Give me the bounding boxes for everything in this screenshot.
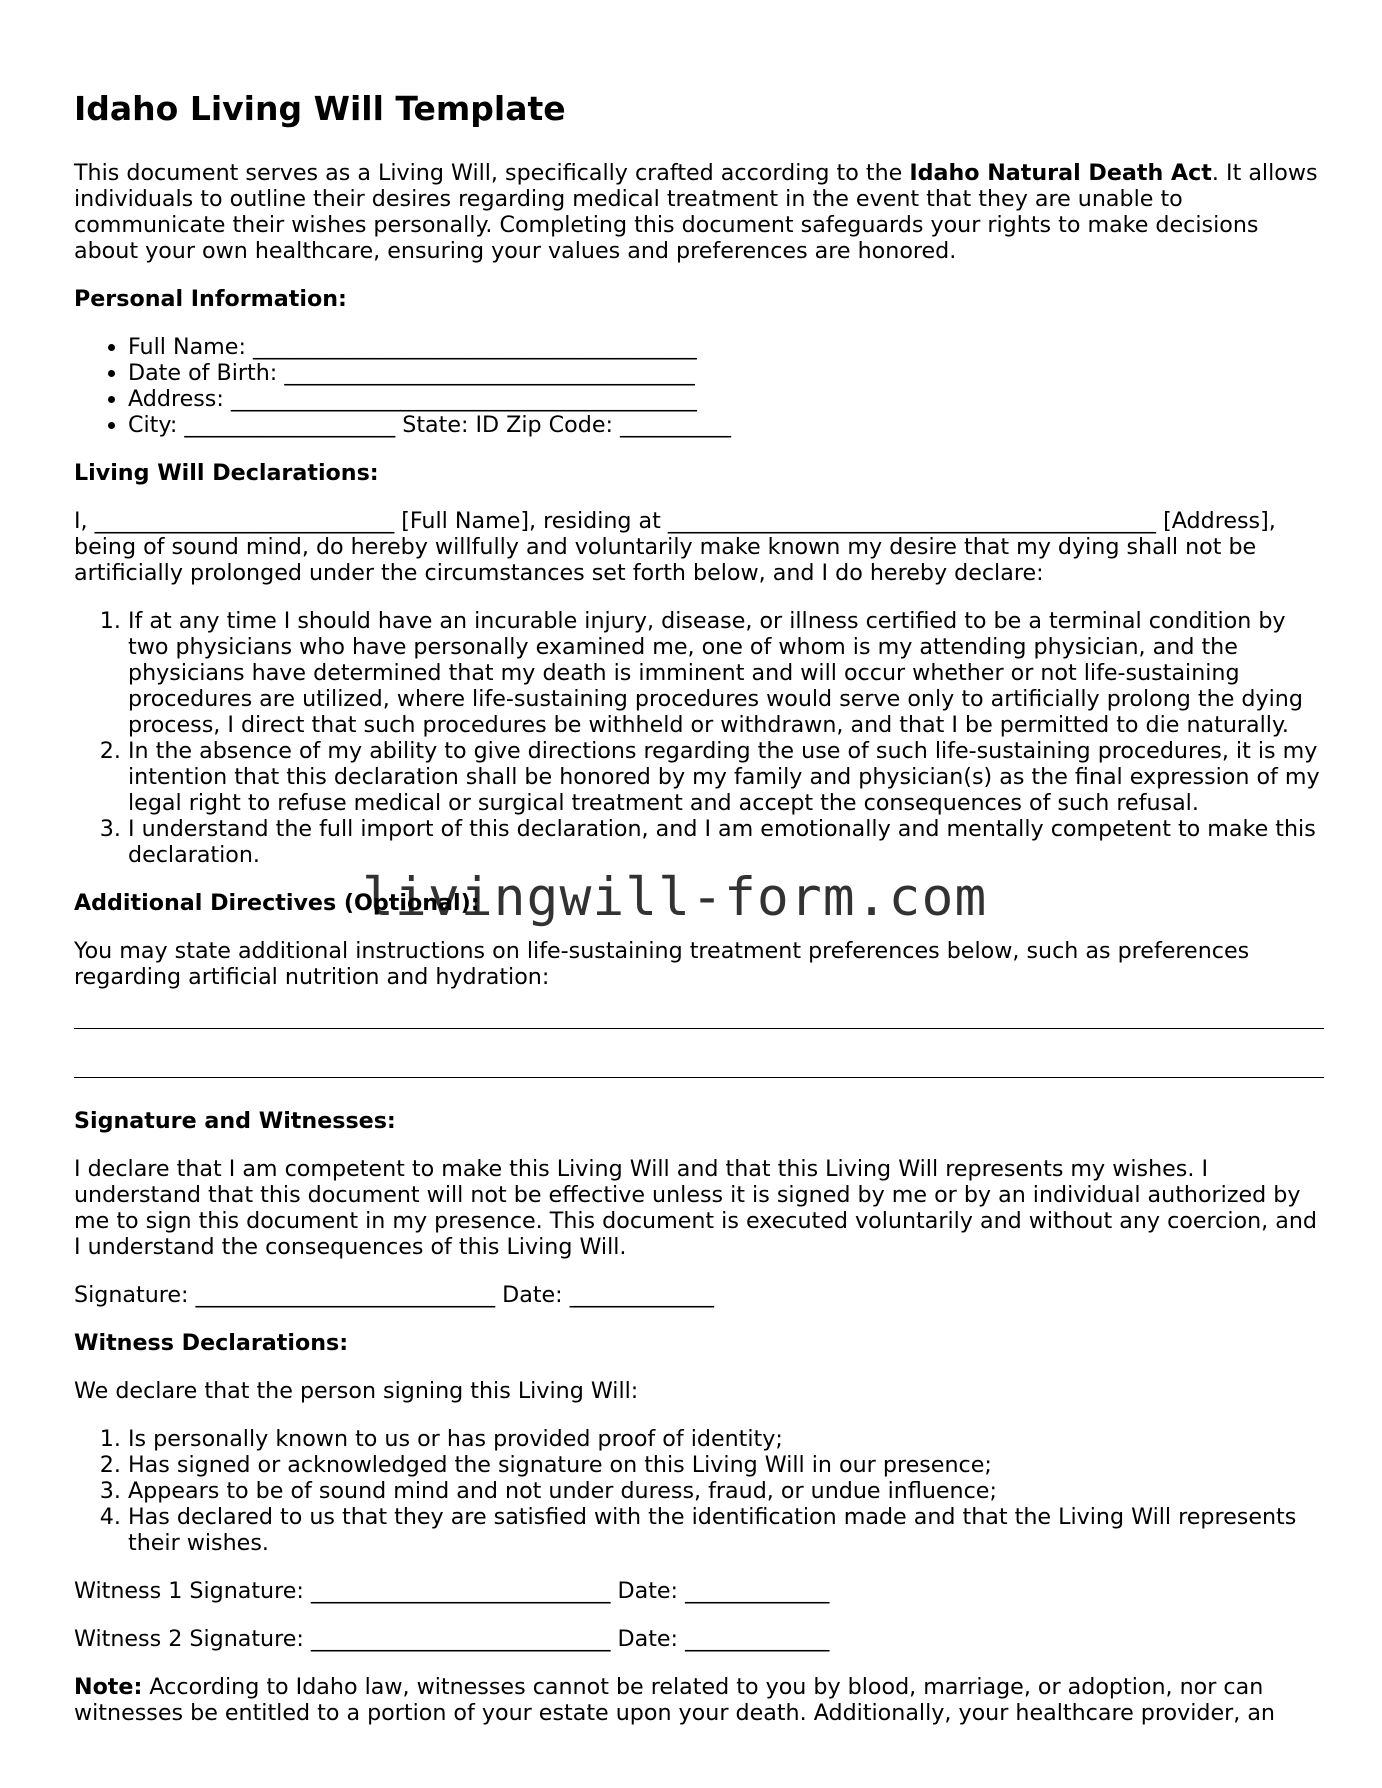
witness-item: 4. Has declared to us that they are satisfied with the identification made and that the Living Will represents their wishes.: [128, 1504, 1324, 1556]
additional-directives-line[interactable]: [74, 1028, 1324, 1029]
personal-info-list: [74, 334, 1324, 438]
declaration-item: 1. If at any time I should have an incurable injury, disease, or illness certified to be a terminal condition by two physicians who have personally examined me, one of whom is my attending physician, and the physicians have determined that my death is imminent and will occur whether or not life-sustaining procedures are utilized, where life-sustaining procedures would serve only to artificially prolong the dying process, I direct that such procedures be withheld or withdrawn, and that I be permitted to die naturally.: [128, 608, 1324, 738]
document-page: [74, 0, 1324, 1726]
witness-item: 2. Has signed or acknowledged the signature on this Living Will in our presence;: [128, 1452, 1324, 1478]
act-name: Idaho Natural Death Act: [909, 160, 1212, 186]
witness-list: [74, 1426, 1324, 1556]
date-of-birth-field[interactable]: • Date of Birth: _____________________________________: [128, 360, 1324, 386]
intro-text-before: This document serves as a Living Will, specifically crafted according to the: [74, 160, 910, 186]
signature-heading: Signature and Witnesses:: [74, 1108, 396, 1134]
witness-item: 1. Is personally known to us or has provided proof of identity;: [128, 1426, 1324, 1452]
note-paragraph: [74, 1674, 1324, 1726]
intro-paragraph: [74, 160, 1324, 264]
witness-heading: Witness Declarations:: [74, 1330, 349, 1356]
note-text: According to Idaho law, witnesses cannot be related to you by blood, marriage, or adoption, nor can witnesses be entitled to a portion of your estate upon your death. Additionally, your healthcare provider, an: [74, 1674, 1275, 1726]
declaration-item: 2. In the absence of my ability to give directions regarding the use of such life-sustaining procedures, it is my intention that this declaration shall be honored by my family and physician(s) as the final expression of my legal right to refuse medical or surgical treatment and accept the consequences of such refusal.: [128, 738, 1324, 816]
declarations-paragraph: I, ___________________________ [Full Name], residing at ____________________________________________ [Address], being of sound mind, do hereby willfully and voluntarily make known my desire that my dying shall not be artificially prolonged under the circumstances set forth below, and I do hereby declare:: [74, 508, 1276, 586]
witness-1-signature-line[interactable]: Witness 1 Signature: ___________________________ Date: _____________: [74, 1578, 830, 1604]
page-title: Idaho Living Will Template: [74, 89, 566, 128]
additional-directives-heading: Additional Directives (Optional):: [74, 890, 480, 916]
additional-directives-line[interactable]: [74, 1077, 1324, 1078]
declaration-item: 3. I understand the full import of this declaration, and I am emotionally and mentally competent to make this declaration.: [128, 816, 1324, 868]
full-name-field[interactable]: • Full Name: ________________________________________: [128, 334, 1324, 360]
witness-2-signature-line[interactable]: Witness 2 Signature: ___________________________ Date: _____________: [74, 1626, 830, 1652]
address-field[interactable]: • Address: __________________________________________: [128, 386, 1324, 412]
city-state-zip-field[interactable]: • City: ___________________ State: ID Zip Code: __________: [128, 412, 1324, 438]
personal-info-heading: Personal Information:: [74, 286, 347, 312]
declarations-list: [74, 608, 1324, 868]
watermark: livingwill-form.com: [362, 867, 988, 928]
declarations-heading: Living Will Declarations:: [74, 460, 379, 486]
signature-date-line[interactable]: Signature: ___________________________ Date: _____________: [74, 1282, 714, 1308]
witness-paragraph: We declare that the person signing this Living Will:: [74, 1378, 639, 1404]
note-label: Note:: [74, 1674, 143, 1700]
intro-text-after: . It allows individuals to outline their desires regarding medical treatment in the event that they are unable to communicate their wishes personally. Completing this document safeguards your rights to make decisions about your own healthcare, ensuring your values and preferences are honored.: [74, 160, 1318, 264]
signature-paragraph: I declare that I am competent to make this Living Will and that this Living Will represents my wishes. I understand that this document will not be effective unless it is signed by me or by an individual authorized by me to sign this document in my presence. This document is executed voluntarily and without any coercion, and I understand the consequences of this Living Will.: [74, 1156, 1317, 1260]
additional-directives-paragraph: You may state additional instructions on life-sustaining treatment preferences below, such as preferences regarding artificial nutrition and hydration:: [74, 938, 1250, 990]
witness-item: 3. Appears to be of sound mind and not under duress, fraud, or undue influence;: [128, 1478, 1324, 1504]
